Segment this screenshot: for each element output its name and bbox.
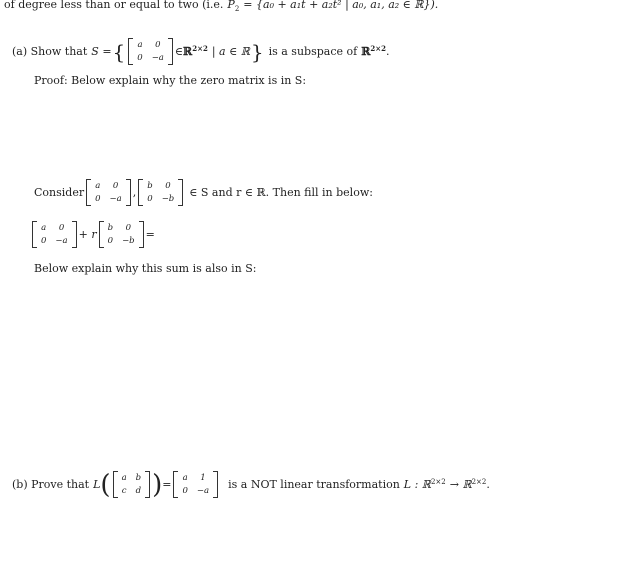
part-a-period: . xyxy=(385,45,390,58)
membership-symbol: ∈ xyxy=(174,45,184,58)
sum-matrix-b: b 0 0 −b xyxy=(99,221,144,248)
intro-text: of degree less than or equal to two (i.e. xyxy=(4,0,224,11)
matrix-a: a 0 0 −a xyxy=(86,179,131,206)
p2-set-definition: = {a₀ + a₁t + a₂t² | a₀, a₁, a₂ ∈ ℝ}). xyxy=(243,0,439,11)
sum-matrix-a: a 0 0 −a xyxy=(32,221,77,248)
sum-line xyxy=(30,221,155,248)
matrix-input: a b c d xyxy=(113,471,151,498)
sum-explain: Below explain why this sum is also in S: xyxy=(34,262,257,275)
set-condition: | a ∈ ℝ xyxy=(211,45,250,58)
map-definition: L : ℝ$^{2\times 2}$ → ℝ$^{2\times 2}$ xyxy=(403,478,487,491)
matrix-output: a 1 0 −a xyxy=(173,471,218,498)
set-s-symbol: S = xyxy=(91,45,112,58)
part-b-label: (b) Prove that xyxy=(12,478,90,491)
part-a-statement xyxy=(12,38,389,65)
function-l: L xyxy=(93,478,101,491)
matrix-s-element: a 0 0 −a xyxy=(128,38,173,65)
part-a-label: (a) Show that xyxy=(12,45,88,58)
matrix-separator: , xyxy=(132,186,137,199)
part-b-tail: is a NOT linear transformation xyxy=(228,478,400,491)
set-brace-open: { xyxy=(112,39,126,64)
subspace-target: ℝ$^{2\times 2}$ xyxy=(361,44,386,58)
sum-operator: + r xyxy=(78,228,97,241)
proof-prompt: Proof: Below explain why the zero matrix is in S: xyxy=(34,74,307,87)
part-a-tail: is a subspace of xyxy=(268,45,358,58)
paren-open: ( xyxy=(100,469,111,500)
part-b-period: . xyxy=(486,478,490,491)
intro-line xyxy=(4,0,438,11)
paren-close: ) xyxy=(152,469,163,500)
part-b-equals: = xyxy=(162,478,172,491)
set-brace-close: } xyxy=(250,39,264,64)
p2-symbol: $P_2$ xyxy=(227,0,240,13)
real-space: ℝ$^{2\times 2}$ xyxy=(183,44,208,58)
sum-equals: = xyxy=(145,228,155,241)
consider-line xyxy=(34,179,373,206)
matrix-b: b 0 0 −b xyxy=(138,179,183,206)
part-b-statement xyxy=(12,471,490,498)
consider-tail: ∈ S and r ∈ ℝ. Then fill in below: xyxy=(189,186,373,199)
consider-label: Consider xyxy=(34,186,85,199)
